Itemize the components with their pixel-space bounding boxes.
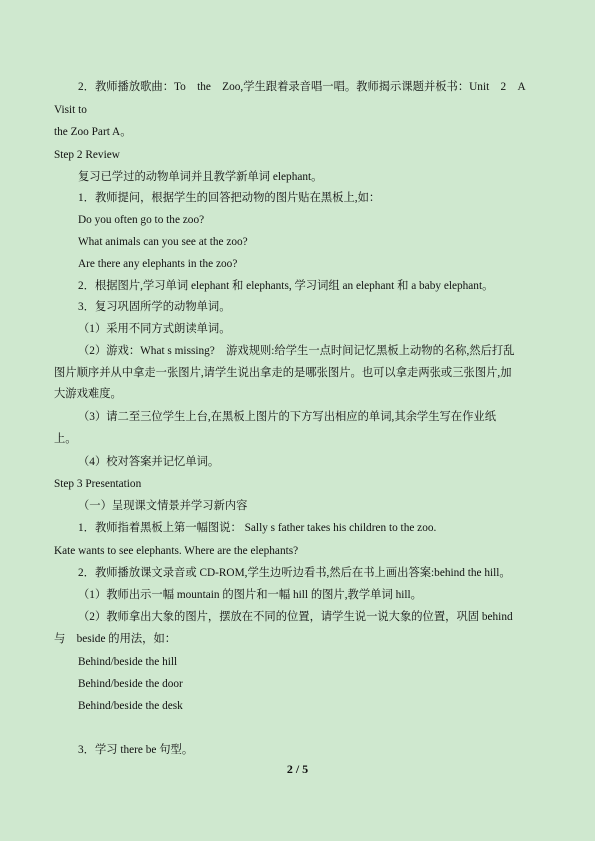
text-line: the Zoo Part A。 bbox=[54, 126, 132, 138]
text-line: 3．学习 there be 句型。 bbox=[78, 744, 194, 756]
text-line: Behind/beside the door bbox=[78, 678, 183, 690]
text-line: Behind/beside the hill bbox=[78, 656, 178, 668]
text-line: 3．复习巩固所学的动物单词。 bbox=[78, 301, 231, 313]
text-line: 上。 bbox=[54, 433, 77, 445]
text-line: （2）游戏：What s missing? 游戏规则:给学生一点时间记忆黑板上动物的名称,然后打乱 bbox=[78, 345, 515, 357]
section-heading: Step 3 Presentation bbox=[54, 478, 142, 490]
text-line: 大游戏难度。 bbox=[54, 388, 122, 400]
page-number: 2 / 5 bbox=[286, 762, 309, 776]
text-line: Do you often go to the zoo? bbox=[78, 214, 205, 226]
text-line: （4）校对答案并记忆单词。 bbox=[78, 456, 220, 468]
text-line: 2．根据图片,学习单词 elephant 和 elephants, 学习词组 an elephant 和 a baby elephant。 bbox=[78, 280, 494, 292]
text-line: Visit to bbox=[54, 104, 87, 116]
text-line: （3）请二至三位学生上台,在黑板上图片的下方写出相应的单词,其余学生写在作业纸 bbox=[78, 411, 496, 423]
text-line: （2）教师拿出大象的图片，摆放在不同的位置，请学生说一说大象的位置，巩固 behind bbox=[78, 611, 513, 623]
text-line: （1）教师出示一幅 mountain 的图片和一幅 hill 的图片,教学单词 hill。 bbox=[78, 589, 422, 601]
text-line: What animals can you see at the zoo? bbox=[78, 236, 248, 248]
text-line: Are there any elephants in the zoo? bbox=[78, 258, 238, 270]
text-line: 图片顺序并从中拿走一张图片,请学生说出拿走的是哪张图片。也可以拿走两张或三张图片,加 bbox=[54, 367, 512, 379]
text-line: 2．教师播放歌曲：To the Zoo,学生跟着录音唱一唱。教师揭示课题并板书：Unit 2 A bbox=[78, 81, 526, 93]
text-line: 复习已学过的动物单词并且教学新单词 elephant。 bbox=[78, 171, 323, 183]
text-line: 1．教师指着黑板上第一幅图说： Sally s father takes his children to the zoo. bbox=[78, 522, 437, 534]
text-line: （1）采用不同方式朗读单词。 bbox=[78, 323, 231, 335]
text-line: Behind/beside the desk bbox=[78, 700, 183, 712]
section-heading: Step 2 Review bbox=[54, 149, 120, 161]
text-line: 2．教师播放课文录音或 CD-ROM,学生边听边看书,然后在书上画出答案:behind the hill。 bbox=[78, 567, 511, 579]
text-line: Kate wants to see elephants. Where are the elephants? bbox=[54, 545, 299, 557]
text-line: 1．教师提问，根据学生的回答把动物的图片贴在黑板上,如： bbox=[78, 192, 381, 204]
text-line: （一）呈现课文情景并学习新内容 bbox=[78, 500, 248, 512]
text-line: 与 beside 的用法，如： bbox=[54, 633, 177, 645]
